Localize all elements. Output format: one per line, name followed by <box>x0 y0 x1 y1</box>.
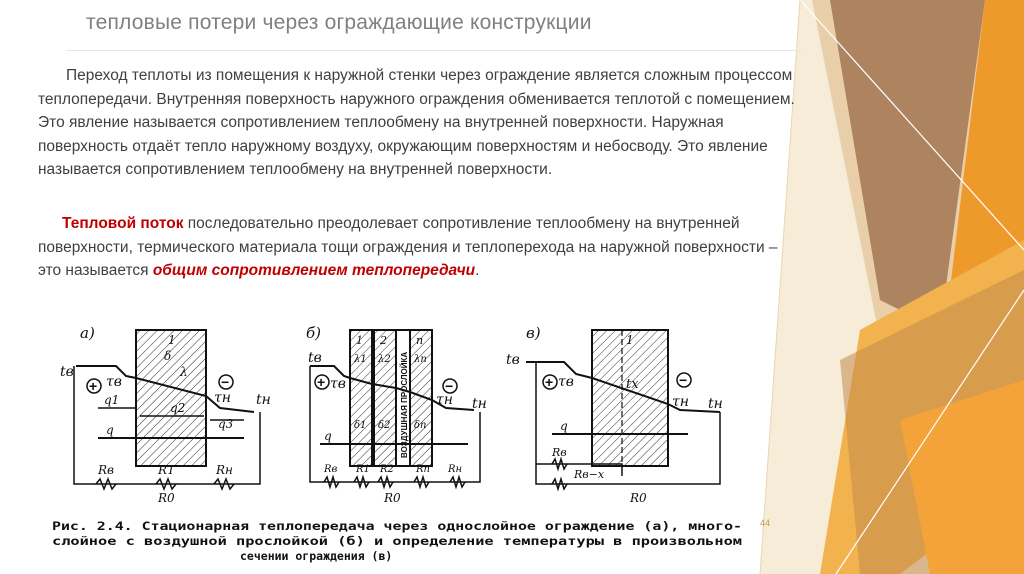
title-divider <box>66 50 804 51</box>
panel-b-tau-out: τн <box>436 392 453 408</box>
paragraph-heat-transfer: Переход теплоты из помещения к наружной стенки через ограждение является сложным процессом теплопередачи. Внутренняя поверхность наружного ограждения обменивается теплотой с помещением. Это явление называется сопротивлением теплообмену на внутренней поверхности. Наружная поверхность отдаёт тепло наружному воздуху, окружающим поверхностям и небосводу. Это явление называется сопротивлением теплообмену на внутренней поверхности. <box>38 67 795 178</box>
panel-b-plus: + <box>317 374 326 390</box>
panel-b-r0: R0 <box>384 491 401 505</box>
panel-b-delta-n: δп <box>414 420 427 431</box>
panel-b-t-in: tв <box>308 350 322 366</box>
panel-c-tau-in: τв <box>558 374 574 390</box>
figure-caption-line-2: слойное с воздушной прослойкой (б) и определение температуры в произвольном <box>52 534 743 548</box>
panel-c-r-x: Rв−x <box>574 468 605 481</box>
panel-b-tag: б) <box>306 324 322 342</box>
panel-a-t-in: tв <box>60 364 74 380</box>
panel-c-t-in: tв <box>506 352 520 368</box>
panel-c-r0: R0 <box>630 491 647 505</box>
panel-b-layer-2-num: 2 <box>380 334 387 347</box>
panel-a-tag: а) <box>80 324 95 342</box>
panel-c-tau-out: τн <box>672 394 689 410</box>
panel-a-minus: − <box>221 374 230 390</box>
panel-a-r-out: Rн <box>216 463 233 477</box>
panel-a <box>60 324 271 505</box>
panel-a-q: q <box>106 423 114 437</box>
panel-c-layer-number: 1 <box>626 333 634 347</box>
panel-b-q: q <box>324 429 332 443</box>
panel-b-lambda-n: λп <box>414 354 427 365</box>
panel-a-r-in: Rв <box>98 463 115 477</box>
slide-number: 44 <box>760 518 771 528</box>
panel-a-q1: q1 <box>104 393 120 407</box>
slide-title: тепловые потери через ограждающие конструкции <box>86 11 592 34</box>
panel-a-r0: R0 <box>158 491 175 505</box>
paragraph-heat-flow <box>38 212 798 283</box>
panel-a-plus: + <box>89 378 98 394</box>
panel-b-r-out: Rн <box>448 464 463 475</box>
panel-b-layer-1-num: 1 <box>356 334 363 347</box>
panel-b-layer-2 <box>374 330 396 466</box>
panel-b-air-gap-label: ВОЗДУШНАЯ ПРОСЛОЙКА <box>400 351 409 458</box>
panel-b-delta-2: δ2 <box>378 420 391 431</box>
panel-b-lambda-2: λ2 <box>378 354 391 365</box>
panel-b <box>306 324 487 505</box>
panel-b-r-in: Rв <box>324 464 338 475</box>
panel-a-r-t: RТ <box>158 463 176 477</box>
panel-a-layer-delta: δ <box>164 349 172 363</box>
paragraph-heat-flow-end: . <box>475 262 480 279</box>
panel-b-r2: R2 <box>380 464 394 475</box>
panel-c-wall <box>592 330 668 466</box>
panel-c-tag: в) <box>526 324 541 342</box>
panel-c-t-out: tн <box>708 396 723 412</box>
panel-a-t-out: tн <box>256 392 271 408</box>
panel-c-plus: + <box>545 374 554 390</box>
panel-c <box>506 324 723 505</box>
panel-a-q3: q3 <box>218 417 234 431</box>
panel-c-r-in: Rв <box>552 446 567 459</box>
panel-c-minus: − <box>679 372 688 388</box>
panel-a-q2: q2 <box>170 401 186 415</box>
panel-b-rn: Rп <box>416 464 430 475</box>
panel-b-layer-n-num: n <box>416 334 424 347</box>
panel-b-r1: R1 <box>356 464 370 475</box>
panel-b-delta-1: δ1 <box>354 420 367 431</box>
panel-b-tau-in: τв <box>330 376 346 392</box>
term-heat-flow: Тепловой поток <box>62 215 184 232</box>
panel-b-minus: − <box>445 378 454 394</box>
figure-caption-line-3: сечении ограждения (в) <box>240 549 393 563</box>
term-total-resistance: общим сопротивлением теплопередачи <box>152 262 476 279</box>
panel-c-q: q <box>560 419 568 433</box>
panel-b-t-out: tн <box>472 396 487 412</box>
panel-a-tau-out: τн <box>214 390 231 406</box>
figure-caption-line-1: Рис. 2.4. Стационарная теплопередача через однослойное ограждение (а), много- <box>52 519 742 533</box>
paragraph-heat-flow-body: последовательно преодолевает сопротивление теплообмену на внутренней поверхности, термического материала тощи ограждения и теплоперехода на наружной поверхности – это называется <box>38 215 778 279</box>
panel-a-layer-number: 1 <box>168 333 176 347</box>
panel-c-tau-x: tx <box>626 377 639 392</box>
panel-b-lambda-1: λ1 <box>354 354 367 365</box>
panel-a-tau-in: τв <box>106 374 122 390</box>
panel-a-layer-lambda: λ <box>180 365 188 379</box>
panel-b-layer-1 <box>350 330 372 466</box>
figure-heat-transfer-diagrams <box>44 316 744 568</box>
